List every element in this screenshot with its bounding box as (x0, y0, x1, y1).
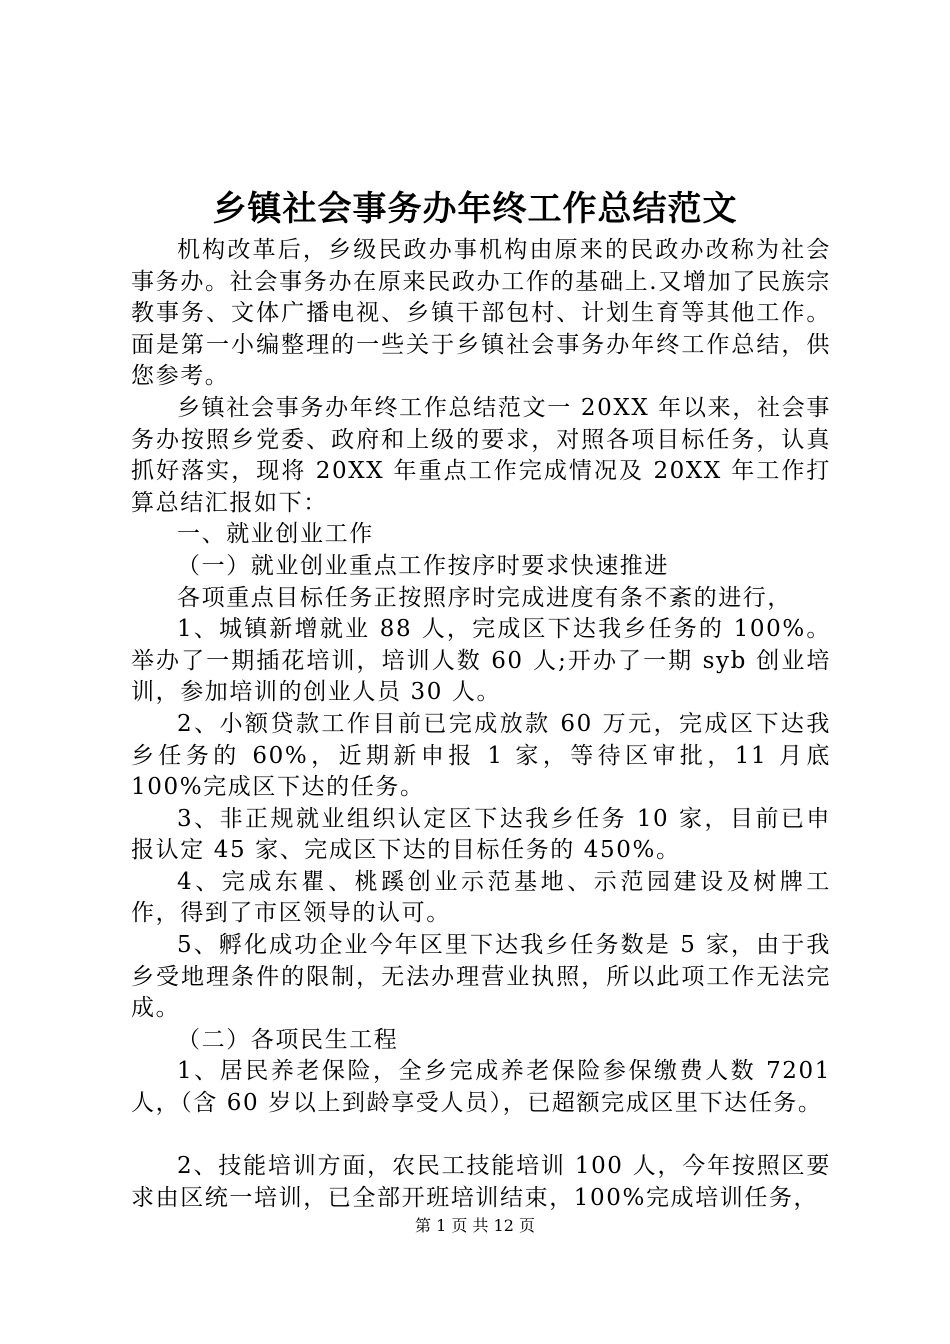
list-item-skills-training: 2、技能培训方面，农民工技能培训 100 人，今年按照区要求由区统一培训，已全部开班培训结束，100%完成培训任务， (131, 1153, 831, 1211)
page-footer: 第 1 页 共 12 页 (415, 1216, 535, 1235)
list-item-pension-insurance: 1、居民养老保险，全乡完成养老保险参保缴费人数 7201 人，（含 60 岁以上到龄享受人员），已超额完成区里下达任务。 (131, 1058, 831, 1117)
list-item-small-loans: 2、小额贷款工作目前已完成放款 60 万元，完成区下达我乡任务的 60%，近期新申报 1 家，等待区审批，11 月底 100%完成区下达的任务。 (131, 710, 831, 801)
section-heading-employment: 一、就业创业工作 (177, 521, 374, 548)
list-item-demonstration-bases: 4、完成东瞿、桃蹊创业示范基地、示范园建设及树牌工作，得到了市区领导的认可。 (131, 868, 831, 927)
document-body (131, 235, 831, 1214)
paragraph-summary-opening: 乡镇社会事务办年终工作总结范文一 20XX 年以来，社会事务办按照乡党委、政府和上级的要求，对照各项目标任务，认真抓好落实，现将 20XX 年重点工作完成情况及 20XX 年工作打算总结汇报如下： (131, 394, 831, 516)
subsection-heading-key-work: （一）就业创业重点工作按序时要求快速推进 (177, 552, 669, 579)
paragraph-progress: 各项重点目标任务正按照序时完成进度有条不紊的进行， (177, 584, 792, 611)
subsection-heading-livelihood: （二）各项民生工程 (177, 1026, 399, 1053)
paragraph-intro: 机构改革后，乡级民政办事机构由原来的民政办改称为社会事务办。社会事务办在原来民政办工作的基础上.又增加了民族宗教事务、文体广播电视、乡镇干部包村、计划生育等其他工作。面是第一小编整理的一些关于乡镇社会事务办年终工作总结，供您参考。 (131, 237, 831, 390)
list-item-new-employment: 1、城镇新增就业 88 人，完成区下达我乡任务的 100%。举办了一期插花培训，培训人数 60 人;开办了一期 syb 创业培训，参加培训的创业人员 30 人。 (131, 616, 831, 706)
list-item-incubation: 5、孵化成功企业今年区里下达我乡任务数是 5 家，由于我乡受地理条件的限制，无法办理营业执照，所以此项工作无法完成。 (131, 932, 831, 1022)
list-item-informal-employment: 3、非正规就业组织认定区下达我乡任务 10 家，目前已申报认定 45 家、完成区下达的目标任务的 450%。 (131, 805, 831, 864)
document-title: 乡镇社会事务办年终工作总结范文 (212, 189, 738, 229)
